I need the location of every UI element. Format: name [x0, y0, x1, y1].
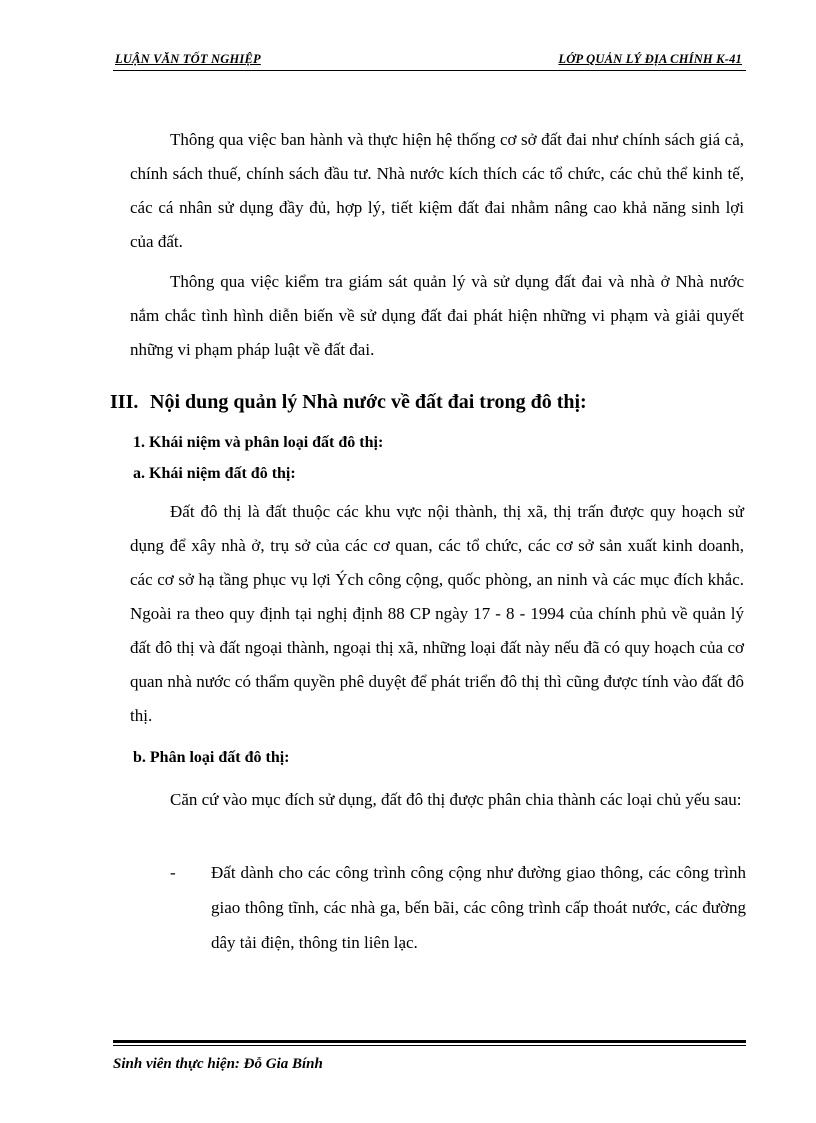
footer-author: Sinh viên thực hiện: Đỗ Gia Bính: [113, 1056, 323, 1072]
subheading-a: a. Khái niệm đất đô thị:: [133, 465, 296, 482]
paragraph-urban-land-definition: Đất đô thị là đất thuộc các khu vực nội thành, thị xã, thị trấn được quy hoạch sử dụng để xây nhà ở, trụ sở của các cơ quan, các tổ chức, các cơ sở sản xuất kinh doanh, các cơ sở hạ tầng phục vụ lợi Ých công cộng, quốc phòng, an ninh và các mục đích khắc. Ngoài ra theo quy định tại nghị định 88 CP ngày 17 - 8 - 1994 của chính phủ về quản lý đất đô thị và đất ngoại thành, ngoại thị xã, những loại đất này nếu đã có quy hoạch của cơ quan nhà nước có thẩm quyền phê duyệt để phát triển đô thị thì cũng được tính vào đất đô thị.: [130, 502, 744, 725]
section-title: Nội dung quản lý Nhà nước về đất đai trong đô thị:: [150, 391, 587, 413]
section-heading-iii: [110, 385, 750, 419]
list-item: [170, 855, 746, 960]
bullet-dash: -: [170, 863, 176, 882]
subheading-b: b. Phân loại đất đô thị:: [133, 749, 290, 766]
footer-divider-thin: [113, 1045, 746, 1046]
section-number: III.: [110, 391, 139, 413]
paragraph-classification-intro: Căn cứ vào mục đích sử dụng, đất đô thị được phân chia thành các loại chủ yếu sau:: [170, 790, 742, 809]
header-left-title: LUẬN VĂN TỐT NGHIỆP: [115, 52, 261, 66]
paragraph-policy: Thông qua việc ban hành và thực hiện hệ thống cơ sở đất đai như chính sách giá cả, chính sách thuế, chính sách đầu tư. Nhà nước kích thích các tổ chức, các chủ thể kinh tế, các cá nhân sử dụng đầy đủ, hợp lý, tiết kiệm đất đai nhằm nâng cao khả năng sinh lợi của đất.: [130, 130, 744, 251]
header-right-title: LỚP QUẢN LÝ ĐỊA CHÍNH K-41: [558, 52, 742, 66]
page-header: [113, 52, 746, 72]
paragraph-inspection: Thông qua việc kiểm tra giám sát quản lý và sử dụng đất đai và nhà ở Nhà nước nắm chắc tình hình diễn biến về sử dụng đất đai phát hiện những vi phạm và giải quyết những vi phạm pháp luật về đất đai.: [130, 272, 744, 359]
subheading-1: 1. Khái niệm và phân loại đất đô thị:: [133, 434, 384, 451]
list-item-text: Đất dành cho các công trình công cộng như đường giao thông, các công trình giao thông tĩnh, các nhà ga, bến bãi, các công trình cấp thoát nước, các đường dây tải điện, thông tin liên lạc.: [211, 863, 746, 952]
header-divider: [113, 70, 746, 71]
footer-divider-thick: [113, 1040, 746, 1043]
